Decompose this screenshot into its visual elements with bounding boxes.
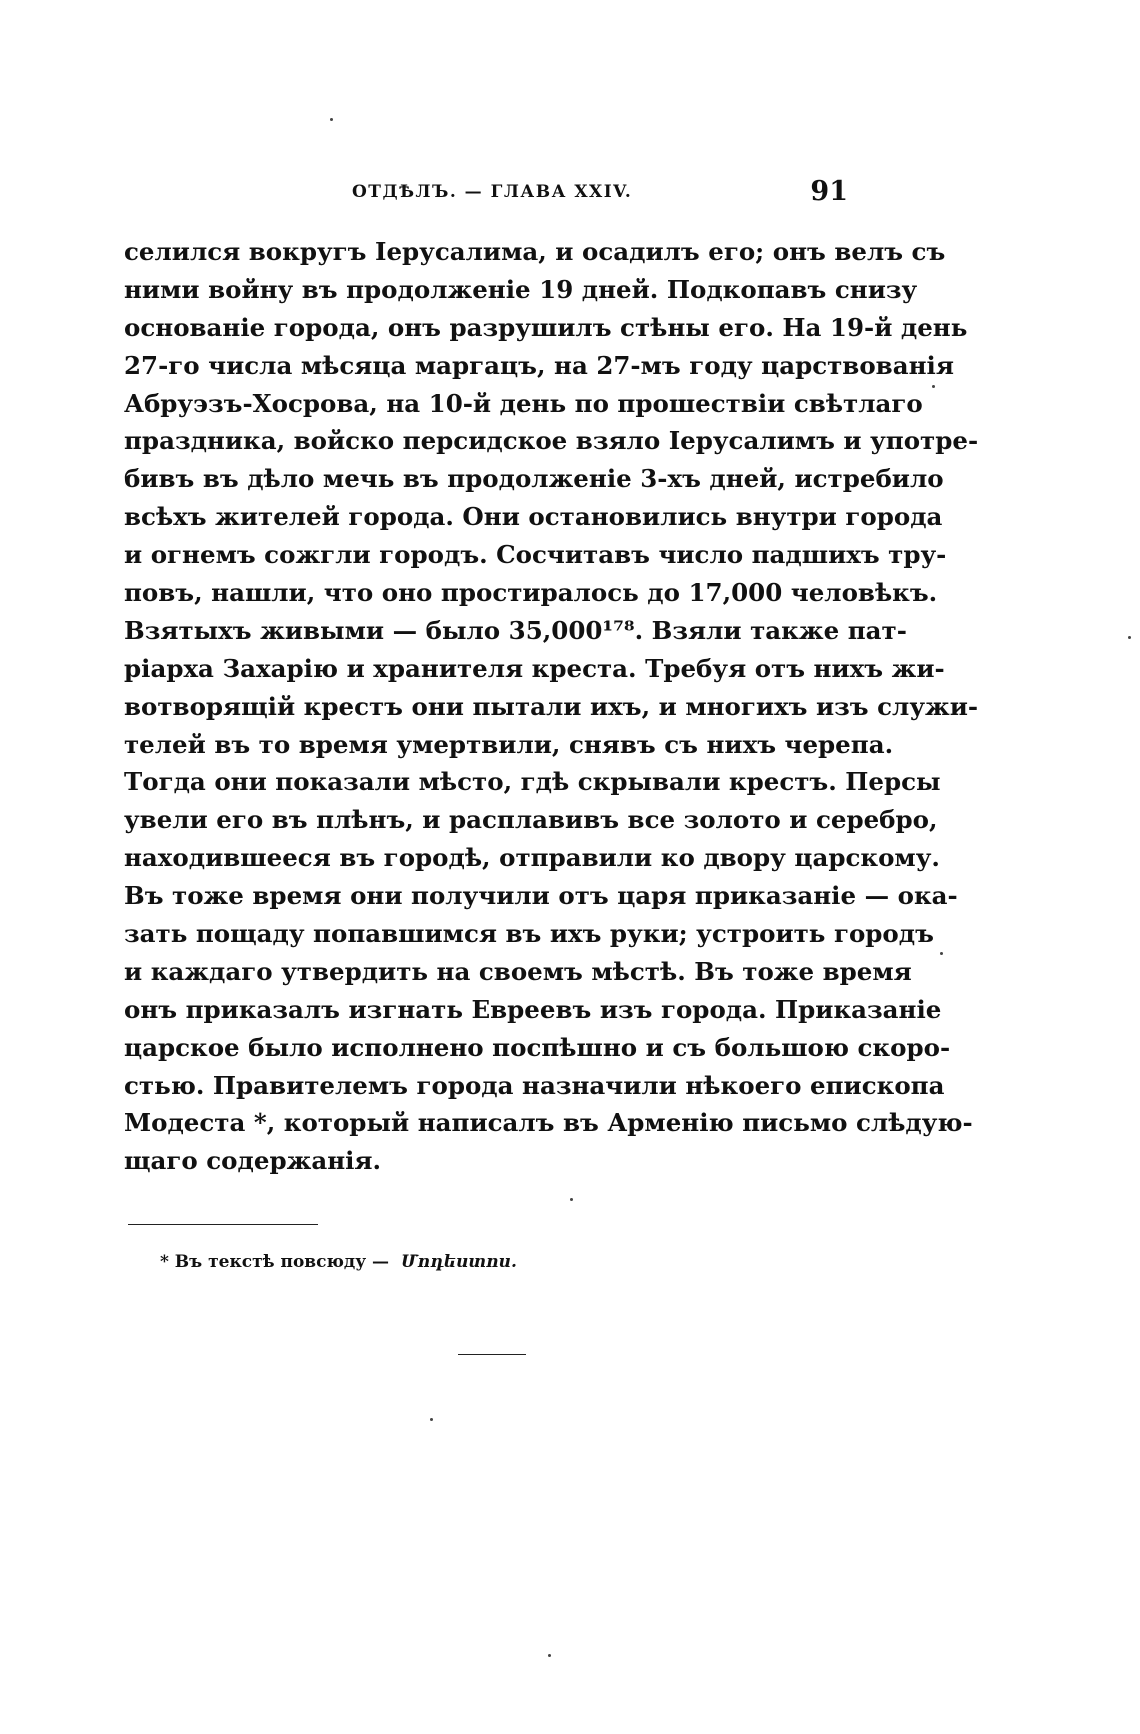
text-line: всѣхъ жителей города. Они остановились внутри города (124, 502, 943, 532)
text-line: праздника, войско персидское взяло Іерусалимъ и употре- (124, 426, 979, 456)
text-line: повъ, нашли, что оно простиралось до 17,000 человѣкъ. (124, 578, 938, 608)
text-line: Тогда они показали мѣсто, гдѣ скрывали крестъ. Персы (124, 767, 941, 797)
text-line: Модеста *, который написалъ въ Арменію письмо слѣдую- (124, 1108, 973, 1138)
text-line: 27-го числа мѣсяца маргацъ, на 27-мъ году царствованія (124, 350, 954, 380)
footnote-divider (128, 1224, 318, 1225)
scan-speck (570, 1198, 573, 1201)
scan-speck (430, 1418, 433, 1421)
text-line: и огнемъ сожгли городъ. Сосчитавъ число падшихъ тру- (124, 540, 947, 570)
body-text (124, 233, 979, 1180)
scan-speck (548, 1654, 551, 1657)
end-divider (458, 1354, 526, 1355)
text-line: и каждаго утвердить на своемъ мѣстѣ. Въ тоже время (124, 956, 912, 986)
text-line: телей въ то время умертвили, снявъ съ нихъ черепа. (124, 729, 894, 759)
footnote (160, 1252, 517, 1272)
text-line: онъ приказалъ изгнать Евреевъ изъ города. Приказаніе (124, 994, 942, 1024)
text-line: увели его въ плѣнъ, и расплавивъ все золото и серебро, (124, 805, 938, 835)
text-line: ріарха Захарію и хранителя креста. Требуя отъ нихъ жи- (124, 653, 945, 683)
scan-speck (1128, 636, 1131, 639)
text-line: селился вокругъ Іерусалима, и осадилъ его; онъ велъ съ (124, 237, 946, 266)
text-line: стью. Правителемъ города назначили нѣкоего епископа (124, 1070, 945, 1100)
page-number: 91 (810, 176, 848, 207)
text-line: Въ тоже время они получили отъ царя приказаніе — ока- (124, 881, 958, 911)
scan-speck (932, 385, 935, 388)
footnote-armenian-word: Մոդեստոս. (400, 1252, 517, 1272)
scan-speck (940, 952, 943, 955)
text-line: основаніе города, онъ разрушилъ стѣны его. На 19-й день (124, 312, 968, 342)
text-line: вотворящій крестъ они пытали ихъ, и многихъ изъ служи- (124, 691, 979, 721)
footnote-text: * Въ текстѣ повсюду — (160, 1252, 390, 1272)
text-line: щаго содержанія. (124, 1146, 382, 1176)
text-line: ними войну въ продолженіе 19 дней. Подкопавъ снизу (124, 274, 918, 304)
text-line: находившееся въ городѣ, отправили ко двору царскому. (124, 843, 940, 873)
text-line: бивъ въ дѣло мечь въ продолженіе 3-хъ дней, истребило (124, 464, 944, 494)
text-line: Взятыхъ живыми — было 35,000¹⁷⁸. Взяли также пат- (124, 615, 907, 645)
running-head (120, 176, 848, 216)
text-line: Абруэзъ-Хосрова, на 10-й день по прошествіи свѣтлаго (124, 388, 923, 418)
text-line: царское было исполнено поспѣшно и съ большою скоро- (124, 1032, 951, 1062)
scan-speck (330, 118, 333, 121)
running-title: ОТДѢЛЪ. — ГЛАВА XXIV. (352, 182, 633, 202)
text-line: зать пощаду попавшимся въ ихъ руки; устроить городъ (124, 919, 934, 949)
